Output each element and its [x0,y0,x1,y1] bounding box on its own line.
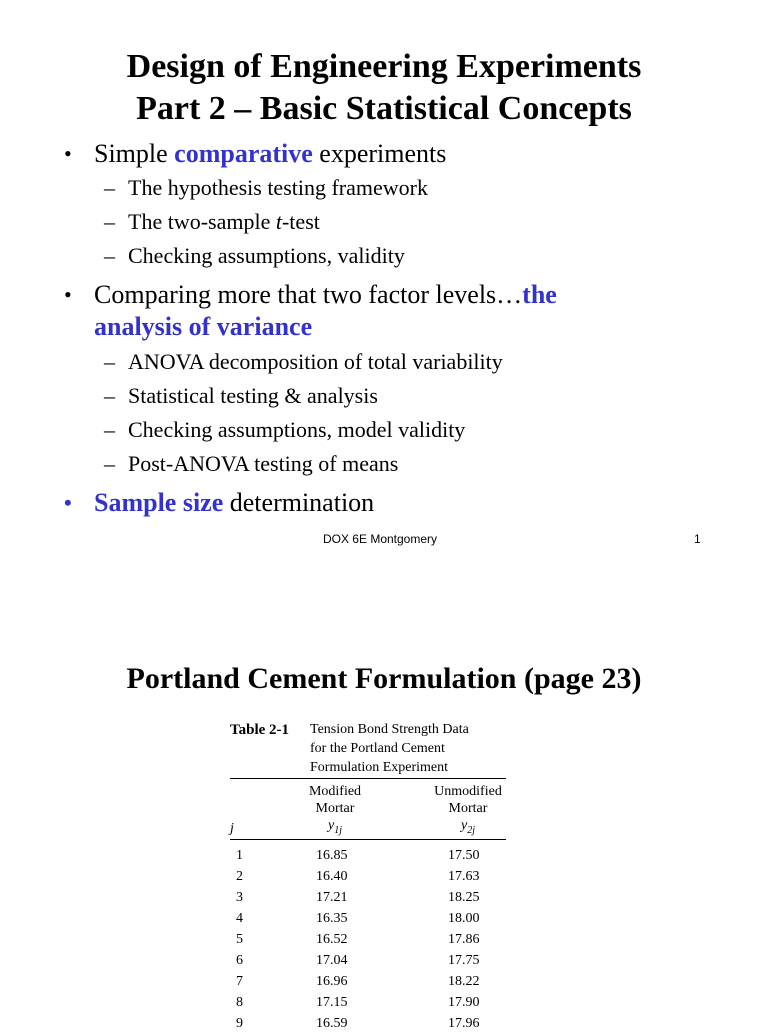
table-row [230,907,506,928]
column-header-unmodified: Unmodified Mortar $y_{2j}$ [434,784,502,836]
sub-bullet: – ANOVA decomposition of total variability [104,349,503,374]
table-cell: 16.96 [316,974,348,989]
footer-text: DOX 6E Montgomery [322,532,438,546]
sub-bullet: – The hypothesis testing framework [104,175,428,200]
bullet-sample-size: • Sample size determination [64,488,375,517]
highlight-text: comparative [174,139,313,168]
sub-bullet-ttest: The two-sample t-test [128,209,320,234]
table-row [230,1012,506,1033]
dash-icon: – [104,349,115,374]
title-line-2: Part 2 – Basic Statistical Concepts [136,90,632,127]
table-cell: 17.21 [316,890,348,905]
table-cell: 7 [236,974,243,989]
table-cell: 17.75 [448,953,480,968]
table-cell: 6 [236,953,243,968]
table-cell: 18.00 [448,911,480,926]
table-label: Table 2-1 [230,722,290,738]
bullet-dot-icon: • [64,141,72,166]
table-row [230,991,506,1012]
table-cell: 4 [236,911,243,926]
table-cell: 17.04 [316,953,348,968]
table-cell: 16.40 [316,869,348,884]
table-cell: 16.35 [316,911,348,926]
bullet-dot-icon: • [64,282,72,307]
table-caption: Table 2-1 Tension Bond Strength Data for the Portland Cement Formulation Experiment [230,722,469,775]
table-cell: 17.90 [448,995,480,1010]
table-cell: 17.86 [448,932,480,947]
dash-icon: – [104,417,115,442]
table-cell: 3 [236,890,243,905]
table-cell: 16.59 [316,1016,348,1031]
table-cell: 17.63 [448,869,480,884]
table-row [230,970,506,991]
dash-icon: – [104,209,115,234]
table-row [230,928,506,949]
slide-title [0,46,768,130]
table-cell: 17.96 [448,1016,480,1031]
table-row [230,886,506,907]
sub-bullet: – Post-ANOVA testing of means [104,451,399,476]
title-line-1: Design of Engineering Experiments [126,48,642,85]
page-number: 1 [694,532,701,546]
dash-icon: – [104,175,115,200]
bullet-anova: • Comparing more that two factor levels…the analysis of variance [64,280,557,341]
column-header-modified: Modified Mortar $y_{1j}$ [308,784,362,836]
table-cell: 5 [236,932,243,947]
table-row [230,844,506,865]
table-row [230,949,506,970]
table-cell: 8 [236,995,243,1010]
sub-bullet: – Checking assumptions, model validity [104,417,466,442]
slide-2 [0,600,768,1031]
bullet-dot-icon: • [64,490,72,515]
table-cell: 16.85 [316,848,348,863]
dash-icon: – [104,243,115,268]
sub-bullet: – Checking assumptions, validity [104,243,405,268]
table-body [230,840,506,1033]
sub-bullet: – Statistical testing & analysis [104,383,378,408]
dash-icon: – [104,383,115,408]
table-cell: 17.15 [316,995,348,1010]
table-cell: 18.22 [448,974,480,989]
table-cell: 18.25 [448,890,480,905]
table-row [230,865,506,886]
table-cell: 17.50 [448,848,480,863]
sub-bullet [104,208,320,236]
bullet-comparative: • Simple comparative experiments [64,139,447,168]
table-cell: 2 [236,869,243,884]
column-header-j: j [230,821,234,836]
dash-icon: – [104,451,115,476]
table-cell: 1 [236,848,243,863]
table-header [230,779,506,839]
data-table [230,720,506,1033]
table-cell: 9 [236,1016,243,1031]
table-cell: 16.52 [316,932,348,947]
slide-title: Portland Cement Formulation (page 23) [126,662,642,695]
